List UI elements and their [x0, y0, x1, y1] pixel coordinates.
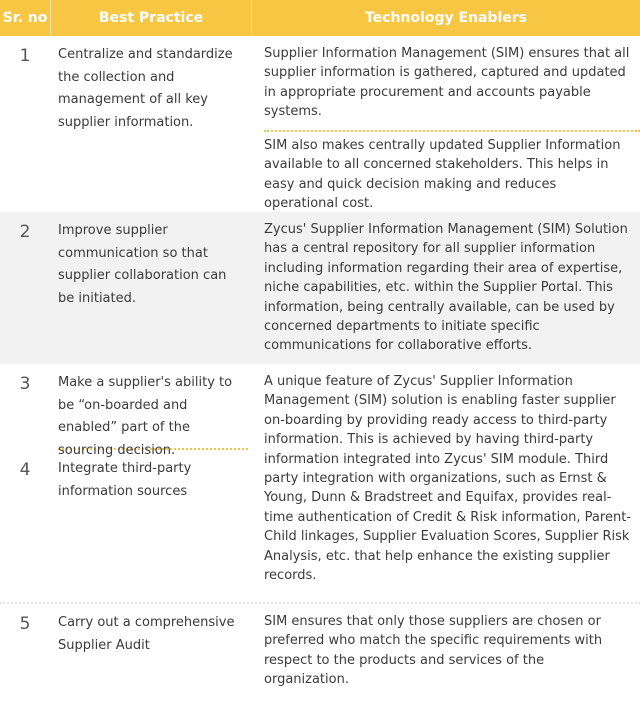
enabler-text: Supplier Information Management (SIM) ensures that all supplier information is gathered, captured and updated in appropriate procurement and accounts payable systems. [264, 46, 630, 120]
row-number: 4 [19, 460, 31, 480]
header-technology-enablers: Technology Enablers [364, 10, 527, 26]
best-practice-text: Carry out a comprehensive Supplier Audit [58, 615, 235, 653]
sub-row-4 [0, 450, 250, 503]
table-header [0, 0, 640, 36]
enabler-text: SIM ensures that only those suppliers are chosen or preferred who match the specific requirements with respect to the products and services of the organization. [264, 614, 603, 688]
best-practice-text: Improve supplier communication so that supplier collaboration can be initiated. [58, 223, 227, 306]
row-number: 3 [19, 374, 31, 394]
enabler-text: Zycus' Supplier Information Management (SIM) Solution has a central repository for all supplier information including information regarding their area of expertise, niche capabilities, etc. within the Supplier Portal. This information, being centrally available, can be used by concerned departments to initiate specific communications for collaborative efforts. [264, 222, 628, 354]
header-sr-no: Sr. no [0, 0, 51, 36]
table-row-5 [0, 604, 640, 704]
header-best-practice: Best Practice [51, 0, 252, 36]
sub-row-3 [0, 364, 250, 458]
row-number: 2 [19, 222, 31, 242]
table-row-1 [0, 36, 640, 212]
best-practice-text: Centralize and standardize the collection and management of all key supplier information. [58, 47, 233, 130]
table-row-3-4 [0, 364, 640, 602]
enabler-text: SIM also makes centrally updated Supplier Information available to all concerned stakeholders. This helps in easy and quick decision making and reduces operational cost. [264, 138, 621, 212]
best-practice-text: Make a supplier's ability to be “on-boarded and enabled” part of the sourcing decision. [58, 375, 233, 458]
row-number: 5 [19, 614, 31, 634]
row-number: 1 [19, 46, 31, 66]
enabler-text: A unique feature of Zycus' Supplier Information Management (SIM) solution is enabling faster supplier on-boarding by providing ready access to third-party information. This is achieved by having third-party information integrated into Zycus' SIM module. Third party integration with organizations, such as Ernst & Young, Dunn & Bradstreet and Equifax, provides real-time authentication of Credit & Risk information, Parent-Child linkages, Supplier Evaluation Scores, Supplier Risk Analysis, etc. that help enhance the existing supplier records. [264, 374, 631, 584]
best-practice-text: Integrate third-party information sources [58, 461, 192, 499]
table-row-2 [0, 212, 640, 364]
